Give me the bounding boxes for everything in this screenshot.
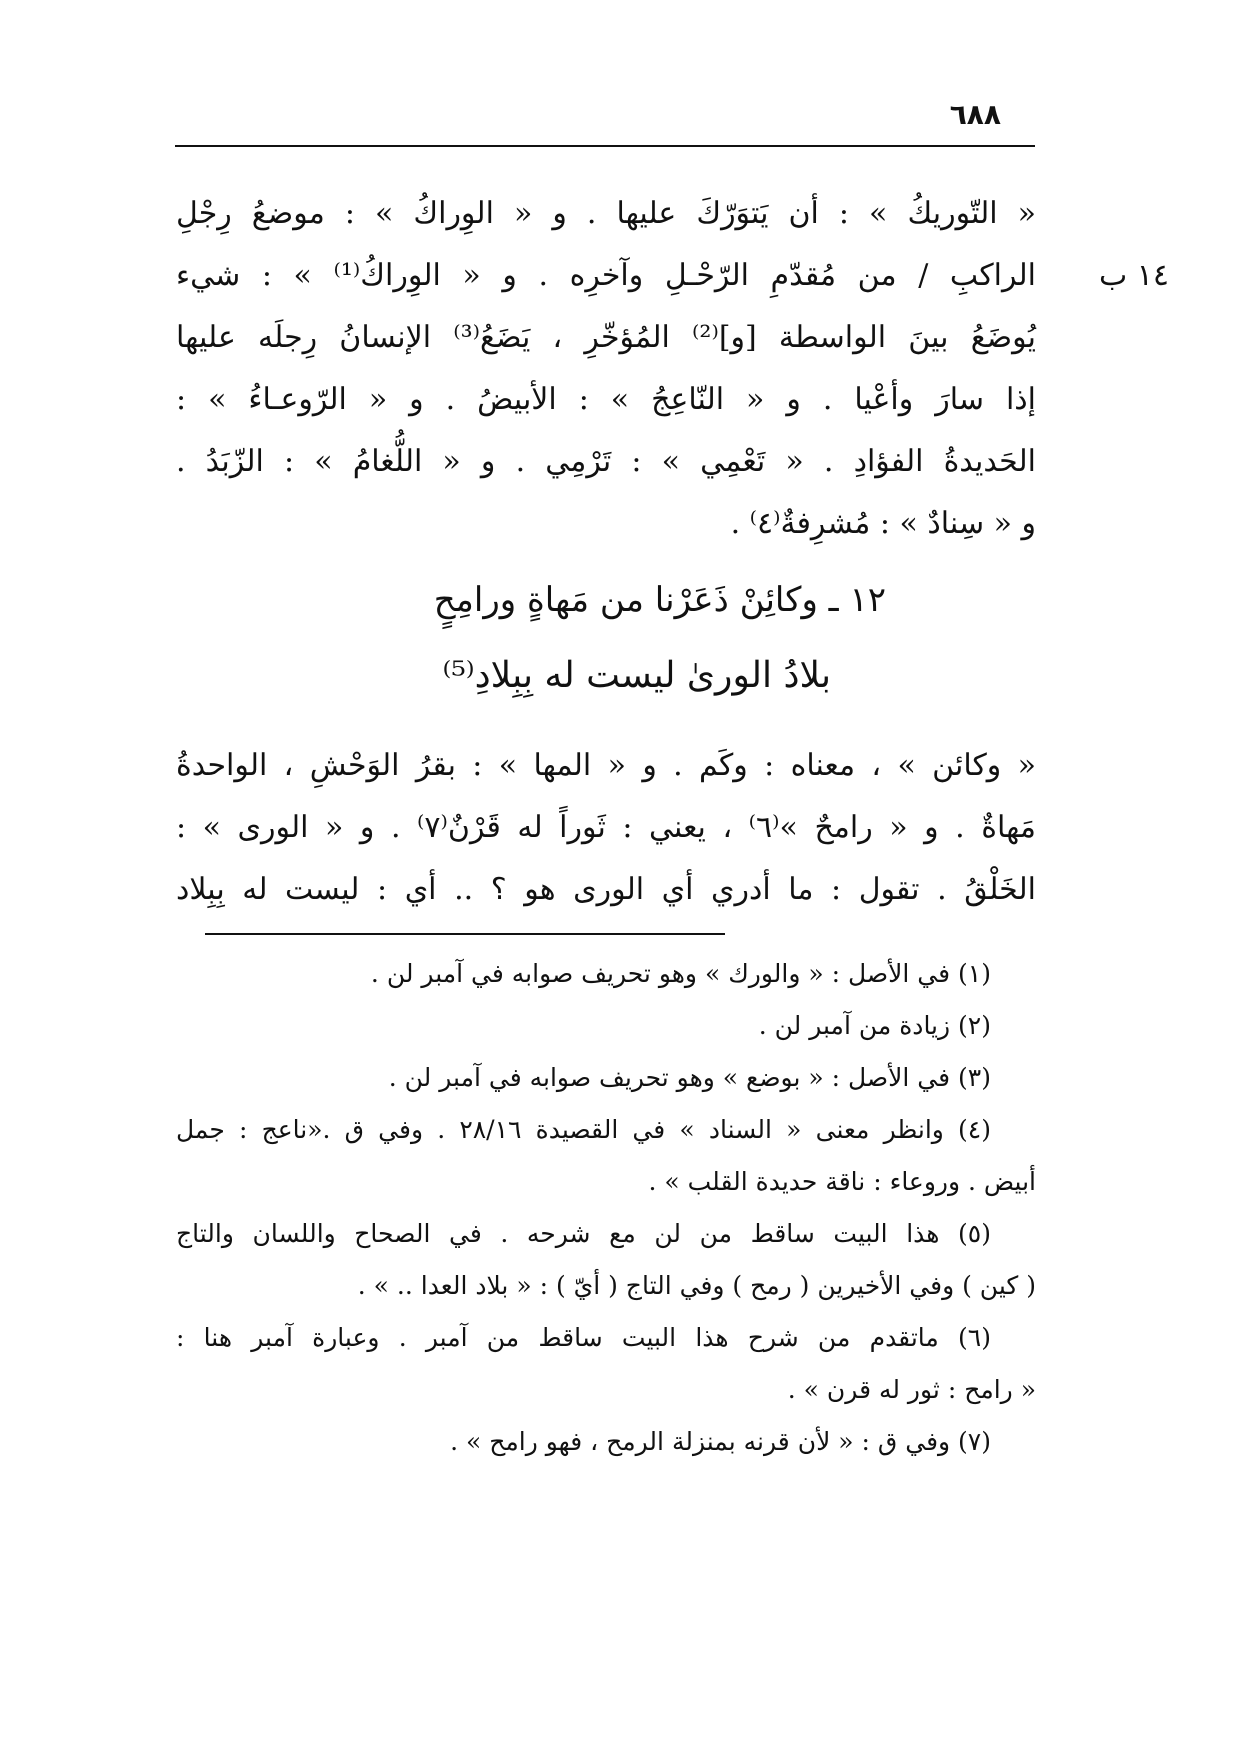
header-rule xyxy=(175,145,1035,147)
footnote: (٥) هذا البيت ساقط من لن مع شرحه . في الصحاح واللسان والتاج xyxy=(176,1219,991,1248)
body-paragraph xyxy=(176,183,1036,555)
commentary-line: الخَلْقُ . تقول : ما أدري أي الورى هو ؟ .. أي : ليست له بِبِلاد xyxy=(176,872,1036,907)
commentary-line: مَهاةٌ . و « رامحٌ »⁽٦⁾ ، يعني : ثَوراً له قَرْنٌ⁽٧⁾ . و « الورى » : xyxy=(176,810,1037,845)
footnote-continuation: ( كين ) وفي الأخيرين ( رمح ) وفي التاج ( أيّ ) : « بلاد العدا .. » . xyxy=(357,1271,1036,1300)
footnotes xyxy=(176,948,1036,1468)
body-line: و « سِنادٌ » : مُشرِفةٌ⁽٤⁾ . xyxy=(730,506,1036,541)
footnote: (٤) وانظر معنى « السناد » في القصيدة ٢٨/١٦ . وفي ق .«ناعج : جمل xyxy=(176,1115,991,1144)
commentary-line: « وكائن » ، معناه : وكَم . و « المها » : بقرُ الوَحْشِ ، الواحدةُ xyxy=(176,748,1036,783)
margin-folio-note: ١٤ ب xyxy=(1098,258,1169,293)
footnote: (٦) ماتقدم من شرح هذا البيت ساقط من آمبر . وعبارة آمبر هنا : xyxy=(176,1323,991,1352)
footnote: (٢) زيادة من آمبر لن . xyxy=(758,1011,991,1040)
footnote: (٧) وفي ق : « لأن قرنه بمنزلة الرمح ، فهو رامح » . xyxy=(450,1427,991,1456)
footnote: (١) في الأصل : « والورك » وهو تحريف صوابه في آمبر لن . xyxy=(370,959,991,988)
footnote-continuation: « رامح : ثور له قرن » . xyxy=(787,1375,1036,1404)
body-line: يُوضَعُ بينَ الواسطة [و]⁽²⁾ المُؤخّرِ ، يَضَعُ⁽³⁾ الإنسانُ رِجلَه عليها xyxy=(176,320,1036,355)
body-line: إذا سارَ وأعْيا . و « النّاعِجُ » : الأبيضُ . و « الرّوعـاءُ » : xyxy=(176,382,1036,417)
page-number: ٦٨٨ xyxy=(949,98,1001,131)
footnote-rule xyxy=(205,933,725,935)
verse-second-hemistich: بلادُ الورىٰ ليست له بِبِلادِ⁽⁵⁾ xyxy=(442,655,831,696)
verse-commentary xyxy=(176,735,1036,921)
verse-first-hemistich: ١٢ ـ وكائِنْ ذَعَرْنا من مَهاةٍ ورامِحٍ xyxy=(433,580,886,620)
body-line: الراكبِ / من مُقدّمِ الرّحْـلِ وآخرِه . و « الوِراكُ⁽¹⁾ » : شيء xyxy=(176,258,1037,293)
footnote-continuation: أبيض . وروعاء : ناقة حديدة القلب » . xyxy=(648,1167,1036,1196)
body-line: « التّوريكُ » : أن يَتوَرّكَ عليها . و « الوِراكُ » : موضعُ رِجْلِ xyxy=(176,196,1036,231)
body-line: الحَديدةُ الفؤادِ . « تَعْمِي » : تَرْمِي . و « اللُّغامُ » : الزّبَدُ . xyxy=(176,444,1036,479)
footnote: (٣) في الأصل : « بوضع » وهو تحريف صوابه في آمبر لن . xyxy=(388,1063,991,1092)
